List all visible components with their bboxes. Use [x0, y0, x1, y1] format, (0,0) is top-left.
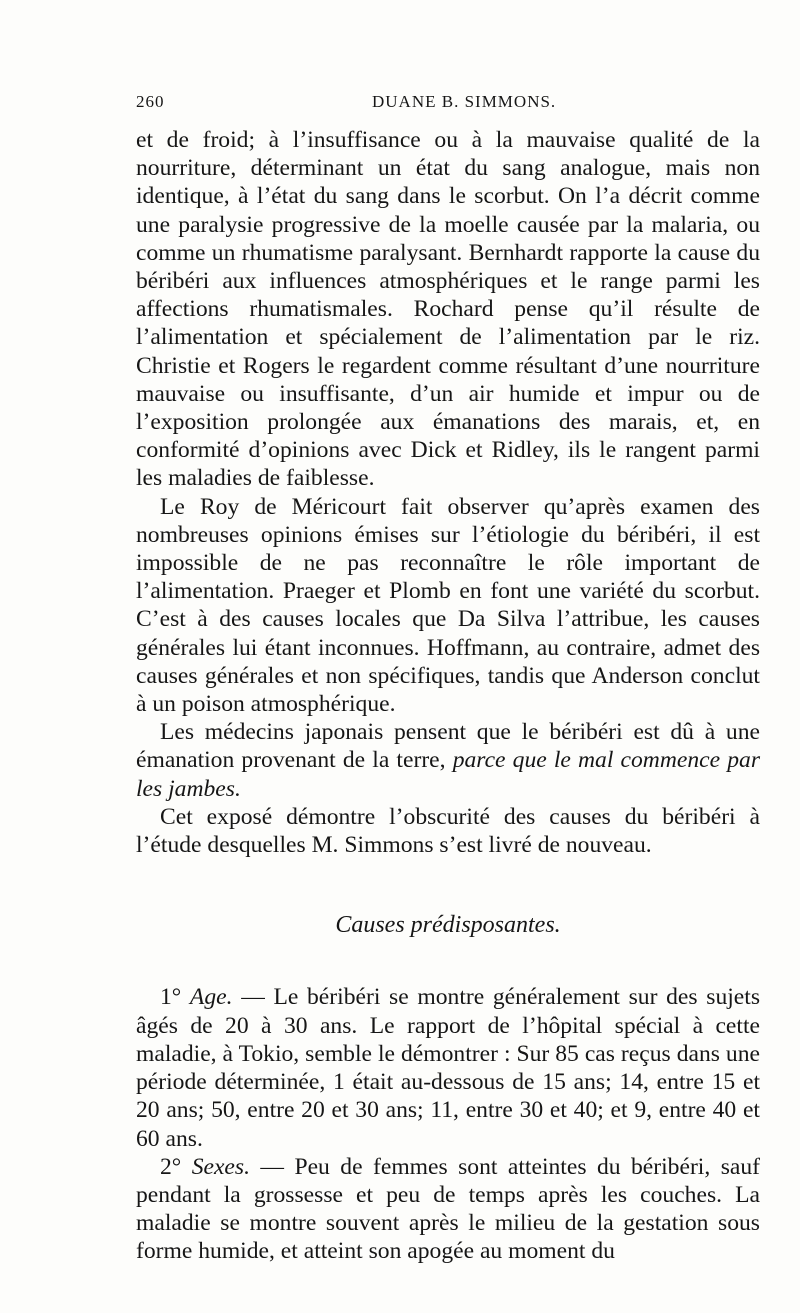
paragraph-1: et de froid; à l’insuffisance ou à la mauvaise qualité de la nourriture, déterminant un état du sang analogue, mais non identique, à l’état du sang dans le scorbut. On l’a décrit comme une paralysie progressive de la moelle causée par la malaria, ou comme un rhumatisme paralysant. Bernhardt rapporte la cause du béribéri aux influences atmosphériques et le range parmi les affections rhumatismales. Rochard pense qu’il résulte de l’alimentation et spécialement de l’alimentation par le riz. Christie et Rogers le regardent comme résultant d’une nourriture mauvaise ou insuffisante, d’un air humide et impur ou de l’exposition prolongée aux émanations des marais, et, en conformité d’opinions avec Dick et Ridley, ils le rangent parmi les maladies de faiblesse.: [136, 127, 760, 492]
item-number: 2°: [160, 1153, 182, 1180]
running-head: [136, 92, 760, 126]
item-text: — Le béribéri se montre généralement sur des sujets âgés de 20 à 30 ans. Le rapport de l’hôpital spécial à cette maladie, à Tokio, semble le démontrer : Sur 85 cas reçus dans une période déterminée, 1 était au-dessous de 15 ans; 14, entre 15 et 20 ans; 50, entre 20 et 30 ans; 11, entre 30 et 40; et 9, entre 40 et 60 ans.: [136, 984, 760, 1152]
item-age: [136, 983, 760, 1152]
body-text: [136, 126, 760, 1266]
item-sexes: [136, 1153, 760, 1266]
item-text: — Peu de femmes sont atteintes du béribéri, sauf pendant la grossesse et peu de temps après les couches. La maladie se montre souvent après le milieu de la gestation sous forme humide, et atteint son apogée au moment du: [136, 1153, 760, 1265]
paragraph-3: [136, 718, 760, 803]
running-title: DUANE B. SIMMONS.: [372, 92, 557, 111]
paragraph-2: Le Roy de Méricourt fait observer qu’après examen des nombreuses opinions émises sur l’étiologie du béribéri, il est impossible de ne pas reconnaître le rôle important de l’alimentation. Praeger et Plomb en font une variété du scorbut. C’est à des causes locales que Da Silva l’attribue, les causes générales lui étant inconnues. Hoffmann, au contraire, admet des causes générales et non spécifiques, tandis que Anderson conclut à un poison atmosphérique.: [136, 493, 760, 718]
item-label: Age.: [189, 984, 233, 1011]
item-number: 1°: [160, 984, 182, 1011]
paragraph-3-text: Les médecins japonais pensent que le béribéri est dû à une émanation provenant de la terre,: [136, 719, 760, 774]
paragraph-4: Cet exposé démontre l’obscurité des causes du béribéri à l’étude desquelles M. Simmons s’est livré de nouveau.: [136, 803, 760, 859]
item-label: Sexes.: [191, 1153, 250, 1180]
page-number: 260: [136, 92, 165, 111]
section-heading: Causes prédisposantes.: [335, 912, 561, 939]
paragraph-3-italic: parce que le mal commence par les jambes.: [136, 747, 761, 802]
